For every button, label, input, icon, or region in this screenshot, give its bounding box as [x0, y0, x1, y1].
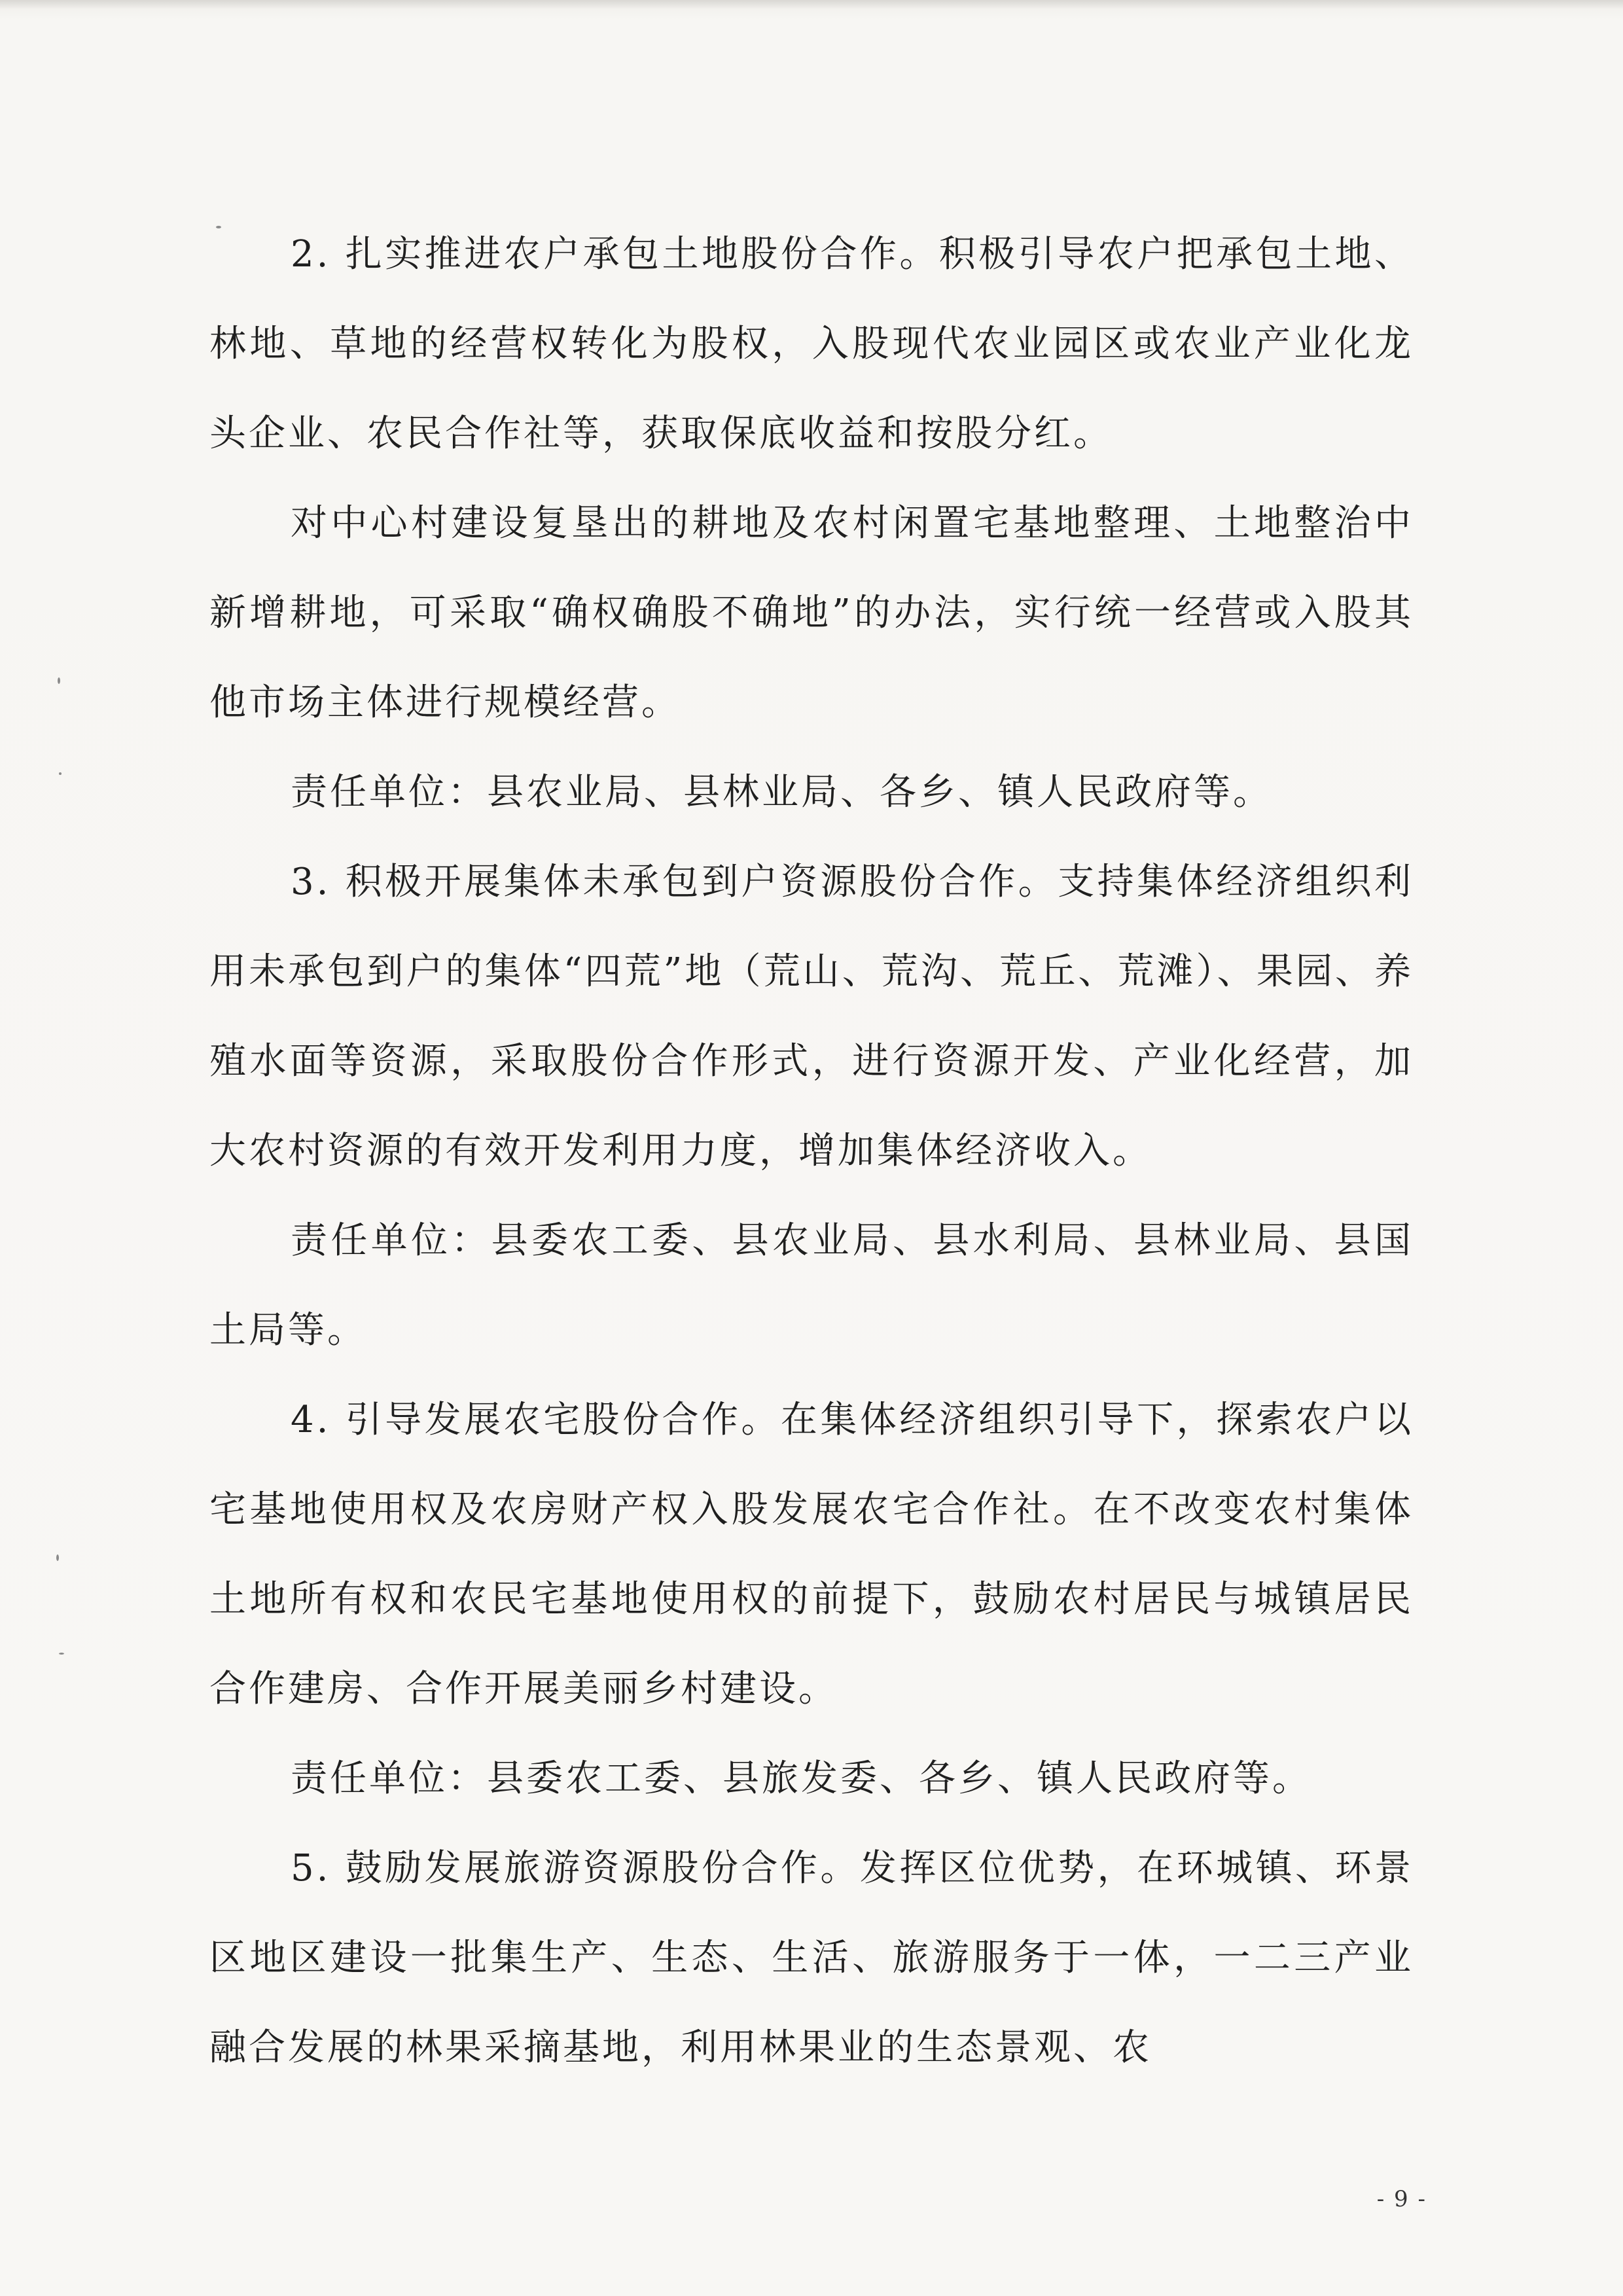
paragraph-responsible-units-1: 责任单位：县农业局、县林业局、各乡、镇人民政府等。	[291, 771, 1272, 814]
page-number: - 9 -	[1376, 2186, 1427, 2212]
paragraph-collective-resources: 3. 积极开展集体未承包到户资源股份合作。支持集体经济组织利用未承包到户的集体“四荒”地（荒山、荒沟、荒丘、荒滩）、果园、养殖水面等资源，采取股份合作形式，进行资源开发、产业化经营，加大农村资源的有效开发利用力度，增加集体经济收入。	[209, 861, 1414, 1172]
paragraph-homestead-cooperation: 4. 引导发展农宅股份合作。在集体经济组织引导下，探索农户以宅基地使用权及农房财产权入股发展农宅合作社。在不改变农村集体土地所有权和农民宅基地使用权的前提下，鼓励农村居民与城镇居民合作建房、合作开展美丽乡村建设。	[209, 1399, 1414, 1710]
paragraph-responsible-units-2: 责任单位：县委农工委、县农业局、县水利局、县林业局、县国土局等。	[209, 1219, 1414, 1352]
scan-speck	[216, 226, 221, 228]
paragraph-central-village: 对中心村建设复垦出的耕地及农村闲置宅基地整理、土地整治中新增耕地，可采取“确权确股不确地”的办法，实行统一经营或入股其他市场主体进行规模经营。	[209, 502, 1414, 724]
paragraph-responsible-units-3: 责任单位：县委农工委、县旅发委、各乡、镇人民政府等。	[291, 1757, 1311, 1800]
paragraph-tourism-cooperation: 5. 鼓励发展旅游资源股份合作。发挥区位优势，在环城镇、环景区地区建设一批集生产、生态、生活、旅游服务于一体，一二三产业融合发展的林果采摘基地，利用林果业的生态景观、农	[209, 1847, 1414, 2069]
scan-speck	[56, 1554, 59, 1561]
scan-speck	[58, 677, 60, 684]
paragraph-land-cooperation: 2. 扎实推进农户承包土地股份合作。积极引导农户把承包土地、林地、草地的经营权转化为股权，入股现代农业园区或农业产业化龙头企业、农民合作社等，获取保底收益和按股分红。	[209, 233, 1414, 455]
scan-edge-shadow	[0, 0, 1623, 9]
scan-speck	[59, 1653, 64, 1655]
document-body	[209, 209, 1414, 2092]
scan-speck	[59, 772, 62, 775]
